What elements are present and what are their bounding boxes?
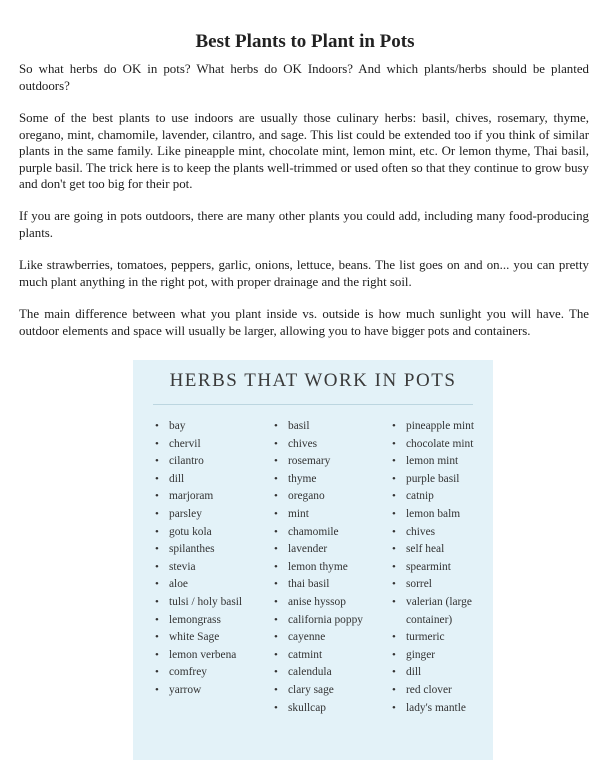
herb-list-item: • sorrel bbox=[392, 576, 488, 594]
herb-list-item: • lemon mint bbox=[392, 453, 488, 471]
herb-list-item: • lemon thyme bbox=[274, 559, 372, 577]
herb-list-item: • spilanthes bbox=[155, 541, 251, 559]
herb-list-item: • valerian (large container) bbox=[392, 594, 488, 629]
herb-list-item: • chives bbox=[392, 524, 488, 542]
outdoor-pots-paragraph: If you are going in pots outdoors, there are many other plants you could add, including many food-producing plants. bbox=[19, 209, 589, 240]
herb-list-item: • red clover bbox=[392, 682, 488, 700]
herbs-infographic-card bbox=[133, 360, 493, 760]
herb-list-item: • chamomile bbox=[274, 524, 372, 542]
herb-list-item: • parsley bbox=[155, 506, 251, 524]
herb-list-item: • chives bbox=[274, 436, 372, 454]
herb-list-item: • gotu kola bbox=[155, 524, 251, 542]
herb-list-item: • thai basil bbox=[274, 576, 372, 594]
outdoor-plants-paragraph: Like strawberries, tomatoes, peppers, garlic, onions, lettuce, beans. The list goes on and on... you can pretty much plant anything in the right pot, with proper drainage and the right soil. bbox=[19, 258, 589, 289]
herb-list-item: • rosemary bbox=[274, 453, 372, 471]
herb-list-item: • cayenne bbox=[274, 629, 372, 647]
herb-list-item: • purple basil bbox=[392, 471, 488, 489]
herb-list-item: • catnip bbox=[392, 488, 488, 506]
herb-list-item: • pineapple mint bbox=[392, 418, 488, 436]
herb-list-item: • lady's mantle bbox=[392, 700, 488, 718]
herb-list-item: • ginger bbox=[392, 647, 488, 665]
page-title: Best Plants to Plant in Pots bbox=[195, 30, 415, 52]
herb-list-item: • lemongrass bbox=[155, 612, 251, 630]
herb-list-column-1 bbox=[155, 418, 251, 700]
herb-list-item: • california poppy bbox=[274, 612, 372, 630]
herb-list-item: • yarrow bbox=[155, 682, 251, 700]
card-title: HERBS THAT WORK IN POTS bbox=[169, 370, 457, 391]
herb-list-item: • cilantro bbox=[155, 453, 251, 471]
herb-list-item: • clary sage bbox=[274, 682, 372, 700]
herb-list-item: • oregano bbox=[274, 488, 372, 506]
herb-list-item: • bay bbox=[155, 418, 251, 436]
herb-list-item: • chervil bbox=[155, 436, 251, 454]
herb-list-item: • lemon balm bbox=[392, 506, 488, 524]
herb-list-item: • spearmint bbox=[392, 559, 488, 577]
herb-list-item: • lemon verbena bbox=[155, 647, 251, 665]
herb-list-item: • aloe bbox=[155, 576, 251, 594]
herb-list-item: • dill bbox=[392, 664, 488, 682]
herb-list-item: • white Sage bbox=[155, 629, 251, 647]
intro-paragraph: So what herbs do OK in pots? What herbs do OK Indoors? And which plants/herbs should be planted outdoors? bbox=[19, 62, 589, 93]
sunlight-paragraph: The main difference between what you plant inside vs. outside is how much sunlight you will have. The outdoor elements and space will usually be larger, allowing you to have bigger pots and containers. bbox=[19, 307, 589, 338]
herb-list-item: • calendula bbox=[274, 664, 372, 682]
herb-list-item: • thyme bbox=[274, 471, 372, 489]
herb-list-item: • turmeric bbox=[392, 629, 488, 647]
herb-list-item: • catmint bbox=[274, 647, 372, 665]
herb-list-item: • comfrey bbox=[155, 664, 251, 682]
herb-list-item: • mint bbox=[274, 506, 372, 524]
indoor-herbs-paragraph: Some of the best plants to use indoors are usually those culinary herbs: basil, chives, rosemary, thyme, oregano, mint, chamomile, lavender, cilantro, and sage. This list could be extended too if you think of similar plants in the same family. Like pineapple mint, chocolate mint, lemon mint, etc. Or lemon thyme, Thai basil, purple basil. The trick here is to keep the plants well-trimmed or used often so that they continue to grow busy and don't get too big for their pot. bbox=[19, 111, 589, 191]
card-divider bbox=[153, 404, 473, 405]
herb-list-item: • stevia bbox=[155, 559, 251, 577]
herb-list-item: • tulsi / holy basil bbox=[155, 594, 251, 612]
herb-list-item: • skullcap bbox=[274, 700, 372, 718]
herb-list-column-2 bbox=[274, 418, 372, 717]
herb-list-column-3 bbox=[392, 418, 488, 717]
herb-list-item: • marjoram bbox=[155, 488, 251, 506]
herb-list-item: • chocolate mint bbox=[392, 436, 488, 454]
herb-list-item: • self heal bbox=[392, 541, 488, 559]
herb-list-item: • lavender bbox=[274, 541, 372, 559]
herb-list-item: • anise hyssop bbox=[274, 594, 372, 612]
herb-list-item: • basil bbox=[274, 418, 372, 436]
herb-list-item: • dill bbox=[155, 471, 251, 489]
